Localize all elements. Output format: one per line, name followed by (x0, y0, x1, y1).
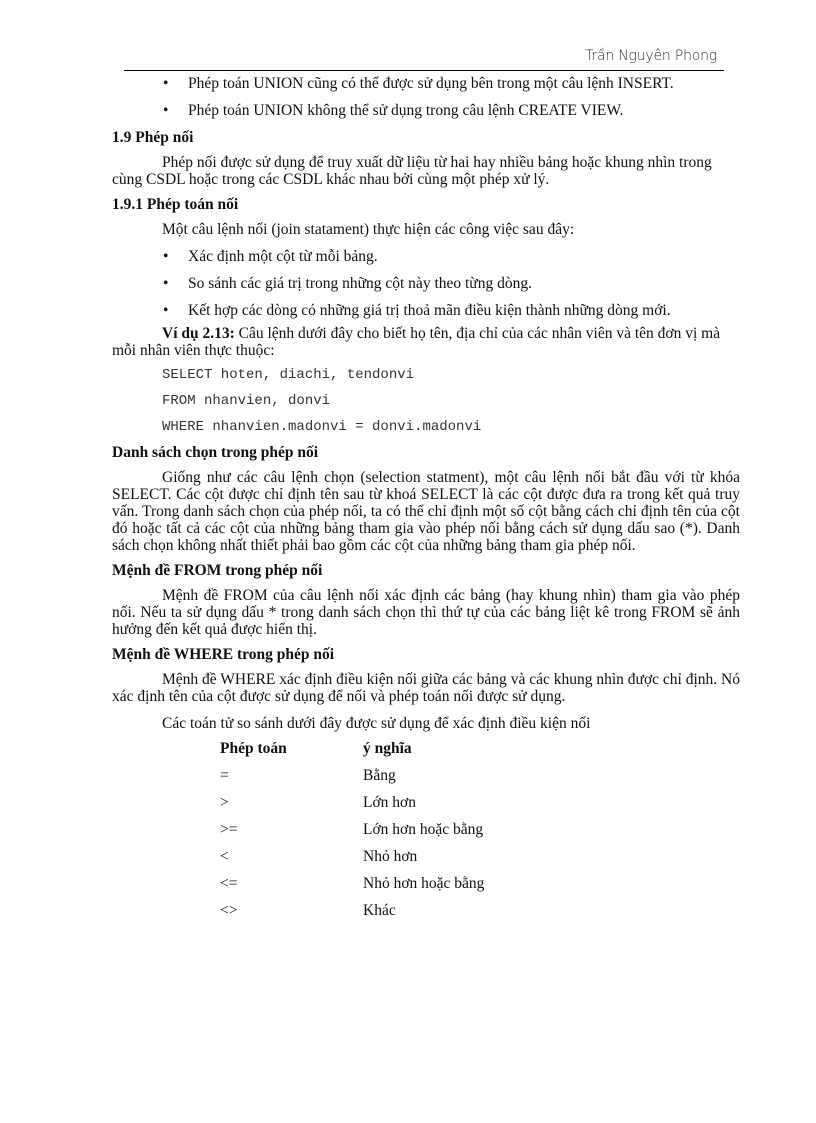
example-label: Ví dụ 2.13: (162, 325, 235, 342)
meaning-cell: Bằng (363, 767, 396, 784)
table-row (220, 794, 740, 821)
section-heading: Danh sách chọn trong phép nối (112, 444, 319, 461)
column-header-meaning: ý nghĩa (363, 740, 412, 757)
meaning-cell: Khác (363, 902, 396, 919)
table-row (220, 848, 740, 875)
paragraph: Giống như các câu lệnh chọn (selection statment), một câu lệnh nối bắt đầu với từ khóa SELECT. Các cột được chỉ định tên sau từ khoá SELECT là các cột được đưa ra trong kết quả truy vấn. Trong danh sách chọn của phép nối, ta có thể chỉ định một số cột bằng cách chỉ định tên của cột đó hoặc tất cả các cột của những bảng tham gia vào phép nối bằng cách sử dụng dấu sao (*). Danh sách chọn không nhất thiết phải bao gồm các cột của những bảng tham gia phép nối. (112, 469, 740, 554)
meaning-cell: Lớn hơn hoặc bằng (363, 821, 484, 838)
operator-cell: <= (220, 875, 238, 892)
bullet-item: • Phép toán UNION cũng có thể được sử dụng bên trong một câu lệnh INSERT. (163, 75, 674, 92)
bullet-item: • Xác định một cột từ mỗi bảng. (163, 248, 378, 265)
operator-cell: = (220, 767, 229, 784)
header-rule (124, 70, 724, 71)
paragraph: Phép nối được sử dụng để truy xuất dữ liệu từ hai hay nhiều bảng hoặc khung nhìn trong cùng CSDL hoặc trong các CSDL khác nhau bởi cùng một phép xử lý. (112, 154, 712, 188)
code-line: WHERE nhanvien.madonvi = donvi.madonvi (162, 419, 482, 435)
table-header-row (220, 740, 740, 767)
paragraph: Các toán tử so sánh dưới đây được sử dụng để xác định điều kiện nối (162, 715, 591, 732)
paragraph: Một câu lệnh nối (join statament) thực hiện các công việc sau đây: (162, 221, 575, 238)
code-line: SELECT hoten, diachi, tendonvi (162, 367, 415, 383)
table-row (220, 767, 740, 794)
table-row (220, 821, 740, 848)
bullet-icon: • (163, 302, 169, 319)
bullet-icon: • (163, 275, 169, 292)
code-line: FROM nhanvien, donvi (162, 393, 331, 409)
section-heading: Mệnh đề WHERE trong phép nối (112, 646, 335, 663)
bullet-item: • Phép toán UNION không thể sử dụng trong câu lệnh CREATE VIEW. (163, 102, 624, 119)
operator-cell: > (220, 794, 229, 811)
table-row (220, 902, 740, 929)
bullet-item: • Kết hợp các dòng có những giá trị thoả mãn điều kiện thành những dòng mới. (163, 302, 671, 319)
paragraph: Mệnh đề FROM của câu lệnh nối xác định các bảng (hay khung nhìn) tham gia vào phép nối. Nếu ta sử dụng dấu * trong danh sách chọn thì thứ tự của các bảng liệt kê trong FROM sẽ ảnh hưởng đến kết quả được hiển thị. (112, 587, 740, 638)
page-content (112, 75, 740, 929)
operator-cell: >= (220, 821, 238, 838)
bullet-item: • So sánh các giá trị trong những cột này theo từng dòng. (163, 275, 532, 292)
bullet-icon: • (163, 75, 169, 92)
example-paragraph: Ví dụ 2.13: Câu lệnh dưới đây cho biết họ tên, địa chỉ của các nhân viên và tên đơn vị mà mỗi nhân viên thực thuộc: (112, 325, 721, 359)
section-heading: 1.9 Phép nối (112, 129, 194, 146)
table-row (220, 875, 740, 902)
column-header-operator: Phép toán (220, 740, 287, 757)
subsection-heading: 1.9.1 Phép toán nối (112, 196, 239, 213)
paragraph: Mệnh đề WHERE xác định điều kiện nối giữa các bảng và các khung nhìn được chỉ định. Nó xác định tên của cột được sử dụng để nối và phép toán nối được sử dụng. (112, 671, 740, 705)
operator-cell: <> (220, 902, 238, 919)
operator-cell: < (220, 848, 229, 865)
operator-table (220, 740, 740, 929)
header-author: Trần Nguyên Phong (585, 48, 717, 64)
meaning-cell: Nhỏ hơn hoặc bằng (363, 875, 485, 892)
section-heading: Mệnh đề FROM trong phép nối (112, 562, 323, 579)
meaning-cell: Lớn hơn (363, 794, 416, 811)
meaning-cell: Nhỏ hơn (363, 848, 418, 865)
bullet-icon: • (163, 102, 169, 119)
bullet-icon: • (163, 248, 169, 265)
